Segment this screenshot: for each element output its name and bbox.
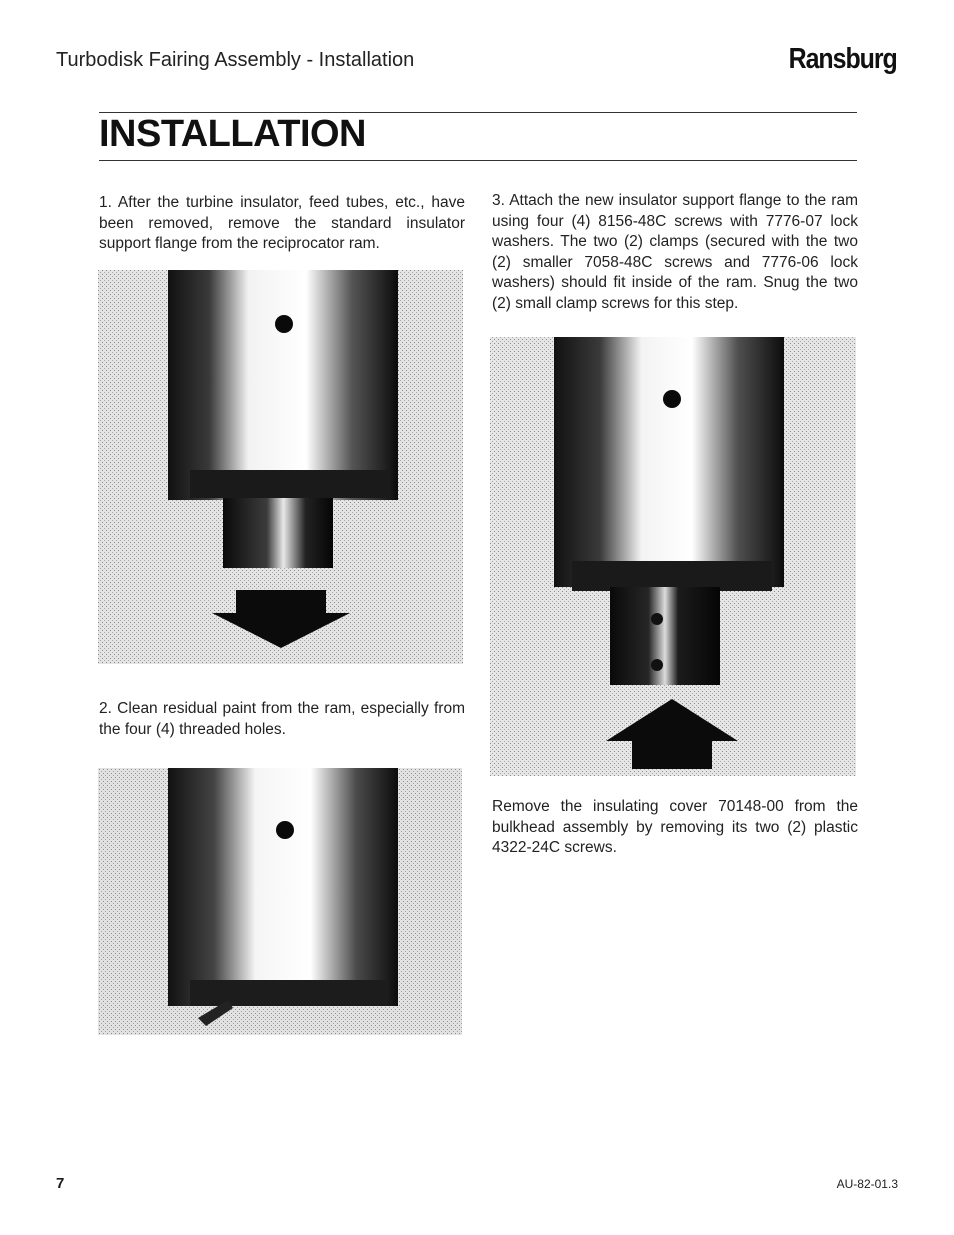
photo-ram-flange-removal [98, 270, 463, 664]
document-code: AU-82-01.3 [836, 1177, 898, 1191]
section-title: INSTALLATION [99, 113, 366, 155]
ransburg-logo: Ransburg [788, 43, 897, 75]
step-1-text: 1. After the turbine insulator, feed tubes, etc., have been removed, remove the standard insulator support flange from the reciprocator ram. [99, 194, 465, 253]
document-header-title: Turbodisk Fairing Assembly - Installation [56, 49, 415, 71]
step-2-text: 2. Clean residual paint from the ram, especially from the four (4) threaded holes. [99, 700, 465, 738]
section-rule-bottom [99, 160, 857, 161]
page-number: 7 [56, 1175, 65, 1192]
photo-new-flange-attached [490, 337, 856, 776]
photo-ram-cleaned [98, 768, 462, 1035]
step-3-text: 3. Attach the new insulator support flange to the ram using four (4) 8156-48C screws with 7776-07 lock washers. The two (2) clamps (secured with the two (2) smaller 7058-48C screws and 7776-06 lock washers) should fit inside of the ram. Snug the two (2) small clamp screws for this step. [492, 192, 858, 312]
insulating-cover-note: Remove the insulating cover 70148-00 from the bulkhead assembly by removing its two (2) plastic 4322-24C screws. [492, 798, 858, 857]
